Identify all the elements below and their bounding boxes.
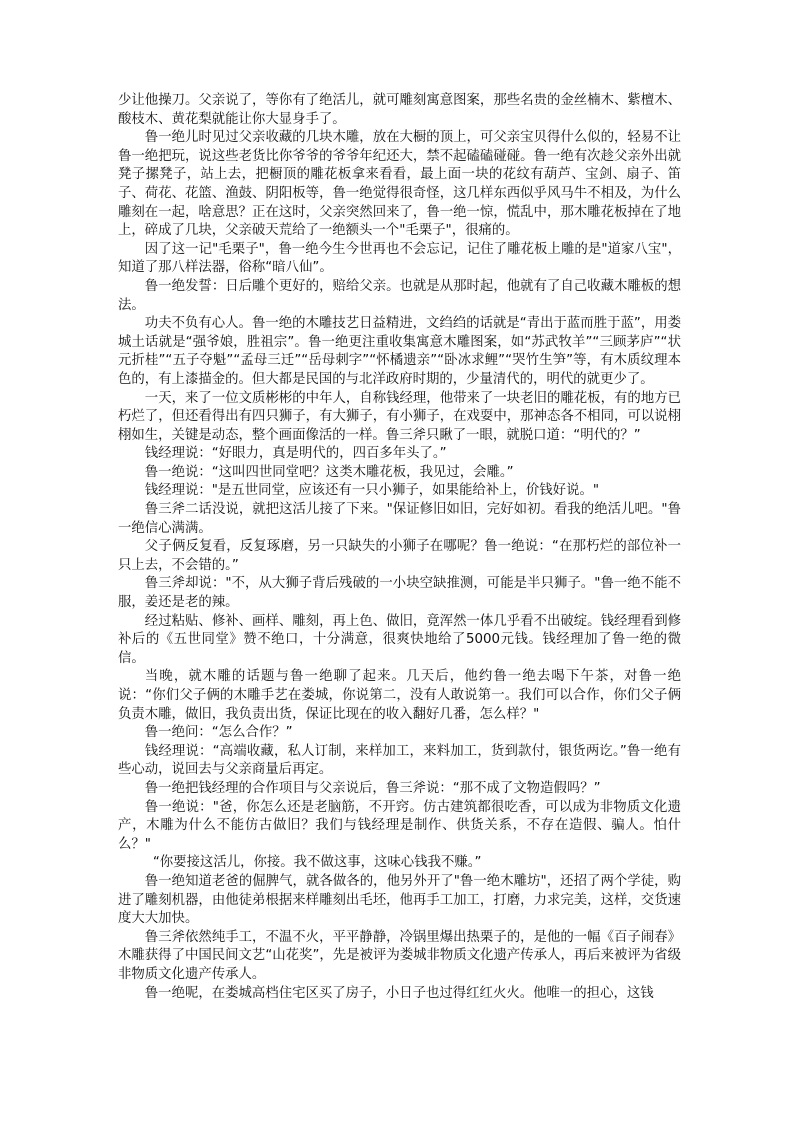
document-body <box>118 92 681 1003</box>
paragraph: 鲁一绝发誓：日后雕个更好的，赔给父亲。也就是从那时起，他就有了自己收藏木雕板的想法。 <box>118 278 681 313</box>
paragraph: 因了这一记"毛栗子"，鲁一绝今生今世再也不会忘记，记住了雕花板上雕的是"道家八宝"，知道了那八样法器，俗称“暗八仙”。 <box>118 241 681 276</box>
paragraph: 鲁三斧依然纯手工，不温不火，平平静静，冷锅里爆出热栗子的，是他的一幅《百子闹春》木雕获得了中国民间文艺“山花奖”，先是被评为娄城非物质文化遗产传承人，再后来被评为省级非物质文化遗产传承人。 <box>118 929 681 982</box>
paragraph: 当晚，就木雕的话题与鲁一绝聊了起来。几天后，他约鲁一绝去喝下午茶，对鲁一绝说：“你们父子俩的木雕手艺在娄城，你说第二，没有人敢说第一。我们可以合作，你们父子俩负责木雕，做旧，我负责出货，保证比现在的收入翻好几番，怎么样？" <box>118 669 681 722</box>
paragraph: 鲁一绝呢，在娄城高档住宅区买了房子，小日子也过得红红火火。他唯一的担心，这钱 <box>144 985 654 1001</box>
paragraph: 钱经理说："是五世同堂，应该还有一只小狮子，如果能给补上，价钱好说。" <box>144 483 600 499</box>
paragraph: 鲁一绝知道老爸的倔脾气，就各做各的，他另外开了"鲁一绝木雕坊"，还招了两个学徒，购进了雕刻机器，由他徒弟根据来样雕刻出毛坯，他再手工加工，打磨，力求完美，这样，交货速度大大加快。 <box>118 873 681 927</box>
paragraph: 鲁三斧二话没说，就把这活儿接了下来。"保证修旧如旧，完好如初。看我的绝活儿吧。"鲁一绝信心满满。 <box>118 502 681 536</box>
paragraph: “你要接这活儿，你接。我不做这事，这味心钱我不赚。” <box>152 855 482 871</box>
paragraph: 功夫不负有心人。鲁一绝的木雕技艺日益精进，文绉绉的话就是“青出于蓝而胜于蓝”，用娄城土话就是“强爷娘，胜祖宗”。鲁一绝更注重收集寓意木雕图案，如“苏武牧羊”“三顾茅庐”“状元折桂”“五子夺魁”“孟母三迁”“岳母刺字”“怀橘遗亲”“卧冰求鲤”“哭竹生笋”等，有木质纹理本色的，有上漆描金的。但大都是民国的与北洋政府时期的，少量清代的，明代的就更少了。 <box>118 316 681 387</box>
paragraph: 经过粘贴、修补、画样、雕刻，再上色、做旧，竟浑然一体几乎看不出破绽。钱经理看到修补后的《五世同堂》赞不绝口，十分满意，很爽快地给了5000元钱。钱经理加了鲁一绝的微信。 <box>118 613 681 666</box>
paragraph: 钱经理说：“高端收藏，私人订制，来样加工，来料加工，货到款付，银货两讫。”鲁一绝有些心动，说回去与父亲商量后再定。 <box>118 743 681 778</box>
paragraph: 鲁一绝把钱经理的合作项目与父亲说后，鲁三斧说：“那不成了文物造假吗？” <box>144 780 601 796</box>
paragraph: 鲁一绝问：“怎么合作？” <box>144 725 293 741</box>
paragraph: 鲁三斧却说："不，从大狮子背后残破的一小块空缺推测，可能是半只狮子。"鲁一绝不能不服，姜还是老的辣。 <box>118 576 681 611</box>
paragraph: 鲁一绝说："爸，你怎么还是老脑筋，不开窍。仿古建筑都很吃香，可以成为非物质文化遗产，木雕为什么不能仿古做旧？我们与钱经理是制作、供货关系，不存在造假、骗人。怕什么？" <box>118 799 681 852</box>
paragraph: 鲁一绝说：“这叫四世同堂吧？这类木雕花板，我见过，会雕。” <box>144 464 514 480</box>
paragraph: 父子俩反复看，反复琢磨，另一只缺失的小狮子在哪呢？鲁一绝说：“在那朽烂的部位补一只上去，不会错的。” <box>118 539 681 573</box>
paragraph: 钱经理说：“好眼力，真是明代的，四百多年头了。” <box>144 446 447 462</box>
paragraph: 一天，来了一位文质彬彬的中年人，自称钱经理，他带来了一块老旧的雕花板，有的地方已朽烂了，但还看得出有四只狮子，有大狮子，有小狮子，在戏耍中，那神态各不相同，可以说栩栩如生，关键是动态，整个画面像活的一样。鲁三斧只瞅了一眼，就脱口道：“明代的？” <box>118 390 681 443</box>
paragraph: 鲁一绝儿时见过父亲收藏的几块木雕，放在大橱的顶上，可父亲宝贝得什么似的，轻易不让鲁一绝把玩，说这些老货比你爷爷的爷爷年纪还大，禁不起磕磕碰碰。鲁一绝有次趁父亲外出就凳子摞凳子，站上去，把橱顶的雕花板拿来看看，最上面一块的花纹有葫芦、宝剑、扇子、笛子、荷花、花篮、渔鼓、阴阳板等，鲁一绝觉得很奇怪，这几样东西似乎风马牛不相及，为什么雕刻在一起，啥意思？正在这时，父亲突然回来了，鲁一绝一惊，慌乱中，那木雕花板掉在了地上，碎成了几块，父亲破天荒给了一绝额头一个"毛栗子"，很痛的。 <box>118 130 681 239</box>
paragraph: 少让他操刀。父亲说了，等你有了绝活儿，就可雕刻寓意图案，那些名贵的金丝楠木、紫檀木、酸枝木、黄花梨就能让你大显身手了。 <box>118 93 681 127</box>
